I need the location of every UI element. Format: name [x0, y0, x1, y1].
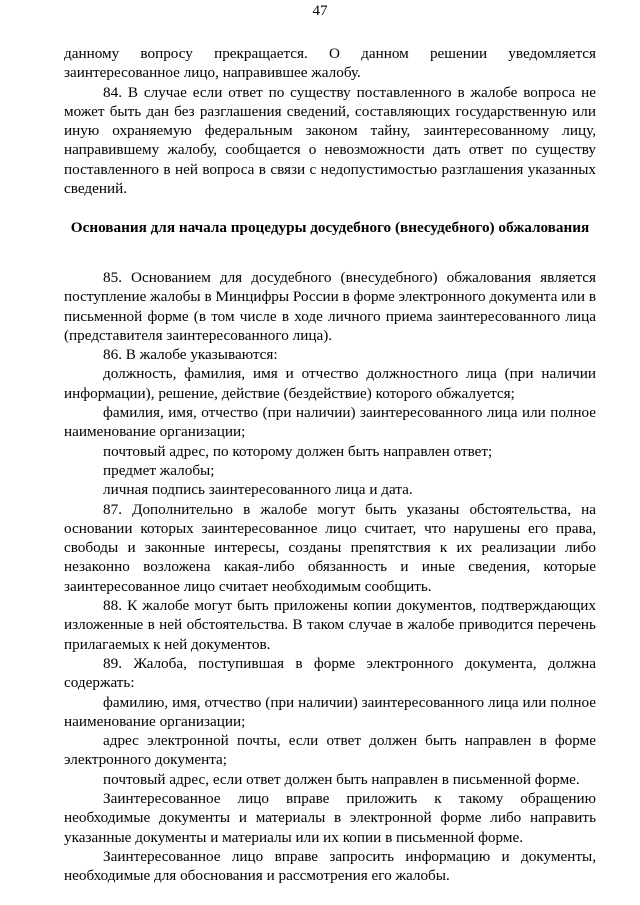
- paragraph: адрес электронной почты, если ответ должен быть направлен в форме электронного документа;: [64, 732, 596, 769]
- paragraph: почтовый адрес, если ответ должен быть направлен в письменной форме.: [103, 770, 580, 788]
- paragraph: 84. В случае если ответ по существу поставленного в жалобе вопроса не может быть дан без разглашения сведений, составляющих государственную или иную охраняемую федеральным законом тайну, заинтересованному лицу, направившему жалобу, сообщается о невозможности дать ответ по существу поставленного в ней вопроса в связи с недопустимостью разглашения указанных сведений.: [64, 83, 596, 198]
- paragraph: 86. В жалобе указываются:: [103, 346, 278, 364]
- paragraph: 89. Жалоба, поступившая в форме электронного документа, должна содержать:: [64, 654, 596, 692]
- text-block-main: [64, 268, 596, 886]
- paragraph: фамилию, имя, отчество (при наличии) заинтересованного лица или полное наименование организации;: [64, 693, 596, 730]
- paragraph: данному вопросу прекращается. О данном решении уведомляется заинтересованное лицо, направившее жалобу.: [64, 45, 596, 82]
- page-number: 47: [312, 3, 328, 19]
- paragraph: должность, фамилия, имя и отчество должностного лица (при наличии информации), решение, действие (бездействие) которого обжалуется;: [64, 365, 596, 402]
- paragraph: предмет жалобы;: [103, 461, 215, 479]
- text-block-top: [64, 44, 596, 198]
- paragraph: Заинтересованное лицо вправе приложить к такому обращению необходимые документы и материалы в электронной форме либо направить указанные документы и материалы или их копии в письменной форме.: [64, 790, 596, 846]
- paragraph: личная подпись заинтересованного лица и дата.: [103, 481, 413, 499]
- paragraph: Заинтересованное лицо вправе запросить информацию и документы, необходимые для обоснования и рассмотрения его жалобы.: [64, 847, 596, 885]
- section-heading: Основания для начала процедуры досудебного (внесудебного) обжалования: [70, 219, 590, 236]
- paragraph: 87. Дополнительно в жалобе могут быть указаны обстоятельства, на основании которых заинтересованное лицо считает, что нарушены его права, свободы и законные интересы, созданы препятствия к их реализации либо незаконно возложена какая-либо обязанность и иные сведения, которые заинтересованное лицо считает необходимым сообщить.: [64, 500, 596, 595]
- paragraph: почтовый адрес, по которому должен быть направлен ответ;: [103, 442, 493, 460]
- paragraph: 88. К жалобе могут быть приложены копии документов, подтверждающих изложенные в ней обстоятельства. В таком случае в жалобе приводится перечень прилагаемых к ней документов.: [64, 597, 596, 653]
- paragraph: фамилия, имя, отчество (при наличии) заинтересованного лица или полное наименование организации;: [64, 404, 596, 441]
- paragraph: 85. Основанием для досудебного (внесудебного) обжалования является поступление жалобы в Минцифры России в форме электронного документа или в письменной форме (в том числе в ходе личного приема заинтересованного лица (представителя заинтересованного лица).: [64, 269, 596, 344]
